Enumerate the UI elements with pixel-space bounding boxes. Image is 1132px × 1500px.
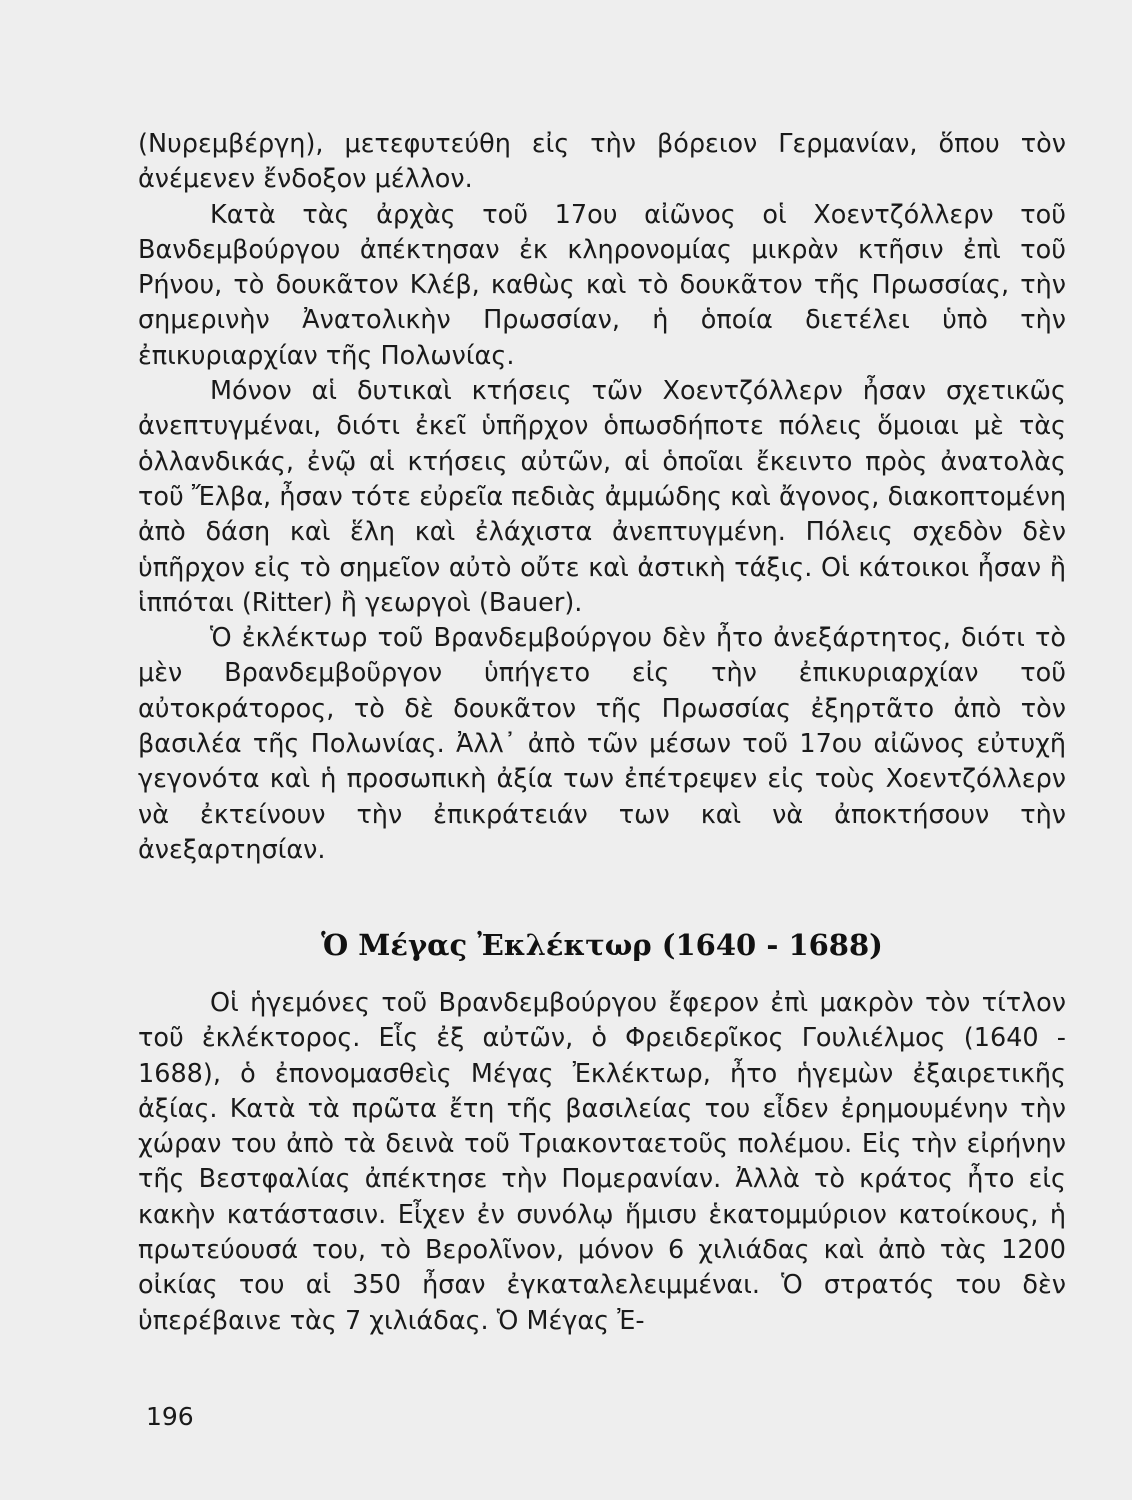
page-number: 196	[146, 1402, 194, 1431]
paragraph: Μόνον αἱ δυτικαὶ κτήσεις τῶν Χοεντζόλλερν ἦσαν σχετικῶς ἀνεπτυγμέναι, διότι ἐκεῖ ὑπῆρχον ὁπωσδήποτε πόλεις ὅμοιαι μὲ τὰς ὁλλανδικάς, ἐνῷ αἱ κτήσεις αὐτῶν, αἱ ὁποῖαι ἔκειντο πρὸς ἀνατολὰς τοῦ Ἔλβα, ἦσαν τότε εὐρεῖα πεδιὰς ἀμμώδης καὶ ἄγονος, διακοπτομένη ἀπὸ δάση καὶ ἕλη καὶ ἐλάχιστα ἀνεπτυγμένη. Πόλεις σχεδὸν δὲν ὑπῆρχον εἰς τὸ σημεῖον αὐτὸ οὔτε καὶ ἀστικὴ τάξις. Οἱ κάτοικοι ἦσαν ἢ ἱππόται (Ritter) ἢ γεωργοὶ (Bauer).	[138, 376, 1066, 618]
paragraph: Ὁ ἐκλέκτωρ τοῦ Βρανδεμβούργου δὲν ἦτο ἀνεξάρτητος, διότι τὸ μὲν Βρανδεμβοῦργον ὑπήγετο εἰς τὴν ἐπικυριαρχίαν τοῦ αὐτοκράτορος, τὸ δὲ δουκᾶτον τῆς Πρωσσίας ἐξηρτᾶτο ἀπὸ τὸν βασιλέα τῆς Πολωνίας. Ἀλλ᾽ ἀπὸ τῶν μέσων τοῦ 17ου αἰῶνος εὐτυχῆ γεγονότα καὶ ἡ προσωπικὴ ἀξία των ἐπέτρεψεν εἰς τοὺς Χοεντζόλλερν νὰ ἐκτείνουν τὴν ἐπικράτειάν των καὶ νὰ ἀποκτήσουν τὴν ἀνεξαρτησίαν.	[138, 623, 1066, 865]
paragraph: Κατὰ τὰς ἀρχὰς τοῦ 17ου αἰῶνος οἱ Χοεντζόλλερν τοῦ Βανδεμβούργου ἀπέκτησαν ἐκ κληρονομίας μικρὰν κτῆσιν ἐπὶ τοῦ Ρήνου, τὸ δουκᾶτον Κλέβ, καθὼς καὶ τὸ δουκᾶτον τῆς Πρωσσίας, τὴν σημερινὴν Ἀνατολικὴν Πρωσσίαν, ἡ ὁποία διετέλει ὑπὸ τὴν ἐπικυριαρχίαν τῆς Πολωνίας.	[138, 199, 1066, 371]
section-heading: Ὁ Μέγας Ἐκλέκτωρ (1640 - 1688)	[321, 928, 883, 962]
paragraph: Οἱ ἡγεμόνες τοῦ Βρανδεμβούργου ἔφερον ἐπὶ μακρὸν τὸν τίτλον τοῦ ἐκλέκτορος. Εἷς ἐξ αὐτῶν, ὁ Φρειδερῖκος Γουλιέλμος (1640 - 1688), ὁ ἐπονομασθεὶς Μέγας Ἐκλέκτωρ, ἦτο ἡγεμὼν ἐξαιρετικῆς ἀξίας. Κατὰ τὰ πρῶτα ἔτη τῆς βασιλείας του εἶδεν ἐρημουμένην τὴν χώραν του ἀπὸ τὰ δεινὰ τοῦ Τριακονταετοῦς πολέμου. Εἰς τὴν εἰρήνην τῆς Βεστφαλίας ἀπέκτησε τὴν Πομερανίαν. Ἀλλὰ τὸ κράτος ἦτο εἰς κακὴν κατάστασιν. Εἶχεν ἐν συνόλῳ ἥμισυ ἑκατομμύριον κατοίκους, ἡ πρωτεύουσά του, τὸ Βερολῖνον, μόνον 6 χιλιάδας καὶ ἀπὸ τὰς 1200 οἰκίας του αἱ 350 ἦσαν ἐγκαταλελειμμέναι. Ὁ στρατός του δὲν ὑπερέβαινε τὰς 7 χιλιάδας. Ὁ Μέγας Ἐ-	[138, 988, 1066, 1336]
text-block-bottom	[138, 986, 1066, 1339]
text-block-top	[138, 127, 1066, 868]
paragraph: (Νυρεμβέργη), μετεφυτεύθη εἰς τὴν βόρειον Γερμανίαν, ὅπου τὸν ἀνέμενεν ἔνδοξον μέλλον.	[138, 129, 1066, 195]
